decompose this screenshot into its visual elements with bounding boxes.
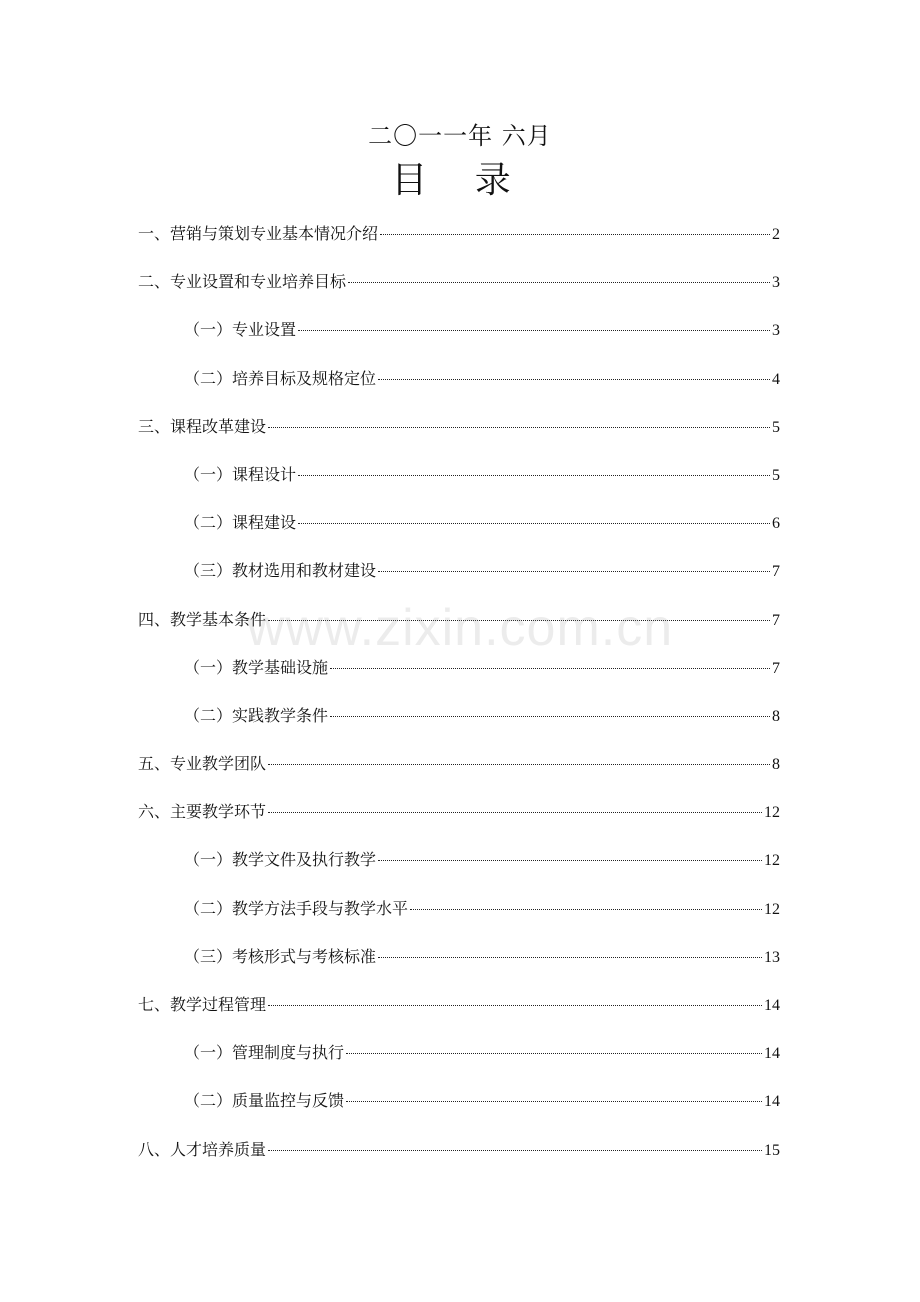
toc-entry[interactable] <box>138 216 780 264</box>
toc-entry-label: 五、专业教学团队 <box>138 754 267 774</box>
toc-leader-dots <box>268 1150 762 1151</box>
table-of-contents <box>138 216 780 1180</box>
toc-entry-label: 一、营销与策划专业基本情况介绍 <box>138 224 379 243</box>
toc-leader-dots <box>380 234 770 235</box>
toc-entry[interactable] <box>138 939 780 987</box>
toc-entry-label: （一）教学基础设施 <box>184 657 329 677</box>
toc-entry[interactable] <box>138 505 780 553</box>
toc-entry[interactable] <box>138 553 780 601</box>
toc-entry[interactable] <box>138 987 780 1035</box>
toc-leader-dots <box>346 1053 762 1054</box>
toc-entry[interactable] <box>138 361 780 409</box>
toc-leader-dots <box>378 957 762 958</box>
toc-entry[interactable] <box>138 1132 780 1180</box>
toc-entry[interactable] <box>138 602 780 650</box>
toc-title: 目 录 <box>391 160 529 201</box>
toc-entry-page: 5 <box>772 466 780 484</box>
toc-entry-label: （二）培养目标及规格定位 <box>184 368 377 388</box>
toc-leader-dots <box>410 909 762 910</box>
toc-entry-page: 8 <box>772 707 780 725</box>
toc-leader-dots <box>268 427 770 428</box>
toc-entry[interactable] <box>138 794 780 842</box>
toc-entry-label: 三、课程改革建设 <box>138 416 267 436</box>
toc-entry-page: 7 <box>772 563 780 581</box>
date-line: 二〇一一年 六月 <box>368 122 552 150</box>
toc-entry-label: （一）管理制度与执行 <box>184 1043 345 1063</box>
toc-entry-page: 13 <box>764 948 780 966</box>
toc-entry-label: （二）课程建设 <box>184 513 297 533</box>
toc-entry-page: 12 <box>764 852 780 870</box>
toc-entry-page: 14 <box>764 1093 780 1111</box>
toc-entry-label: 八、人才培养质量 <box>138 1139 267 1159</box>
toc-leader-dots <box>330 668 770 669</box>
toc-entry-page: 3 <box>772 322 780 340</box>
watermark: www.zixin.com.cn <box>246 599 674 657</box>
toc-leader-dots <box>298 330 770 331</box>
toc-entry-label: （一）课程设计 <box>184 464 297 484</box>
toc-entry[interactable] <box>138 1083 780 1131</box>
toc-entry-page: 14 <box>764 997 780 1014</box>
toc-entry-label: （二）实践教学条件 <box>184 705 329 725</box>
toc-entry-label: （二）教学方法手段与教学水平 <box>184 898 409 918</box>
toc-entry-page: 12 <box>764 900 780 918</box>
toc-entry[interactable] <box>138 1035 780 1083</box>
toc-entry[interactable] <box>138 746 780 794</box>
toc-leader-dots <box>346 1101 762 1102</box>
toc-entry-page: 2 <box>772 226 780 243</box>
toc-leader-dots <box>378 571 770 572</box>
toc-entry-page: 5 <box>772 418 780 436</box>
toc-entry-page: 4 <box>772 370 780 388</box>
toc-leader-dots <box>268 764 770 765</box>
toc-entry-label: 四、教学基本条件 <box>138 609 267 629</box>
toc-entry-page: 7 <box>772 611 780 629</box>
toc-entry-page: 14 <box>764 1045 780 1063</box>
toc-entry-label: 六、主要教学环节 <box>138 802 267 822</box>
toc-leader-dots <box>268 620 770 621</box>
toc-leader-dots <box>378 379 770 380</box>
toc-entry[interactable] <box>138 312 780 360</box>
toc-leader-dots <box>268 1005 762 1006</box>
toc-leader-dots <box>298 475 770 476</box>
toc-entry-page: 8 <box>772 756 780 774</box>
toc-entry-page: 15 <box>764 1141 780 1159</box>
toc-leader-dots <box>330 716 770 717</box>
toc-entry-page: 6 <box>772 515 780 533</box>
toc-entry[interactable] <box>138 409 780 457</box>
toc-entry-page: 7 <box>772 659 780 677</box>
toc-entry[interactable] <box>138 457 780 505</box>
toc-leader-dots <box>378 860 762 861</box>
toc-entry-label: （二）质量监控与反馈 <box>184 1091 345 1111</box>
toc-leader-dots <box>298 523 770 524</box>
toc-entry-label: （一）教学文件及执行教学 <box>184 850 377 870</box>
toc-entry[interactable] <box>138 264 780 312</box>
toc-entry-page: 12 <box>764 804 780 822</box>
toc-entry[interactable] <box>138 891 780 939</box>
toc-entry-label: （一）专业设置 <box>184 320 297 340</box>
toc-leader-dots <box>348 282 770 283</box>
toc-entry-label: （三）教材选用和教材建设 <box>184 561 377 581</box>
toc-entry-label: 二、专业设置和专业培养目标 <box>138 272 347 292</box>
toc-entry[interactable] <box>138 842 780 890</box>
toc-entry-label: 七、教学过程管理 <box>138 995 267 1014</box>
toc-leader-dots <box>268 812 762 813</box>
toc-entry[interactable] <box>138 650 780 698</box>
toc-entry-label: （三）考核形式与考核标准 <box>184 946 377 966</box>
toc-entry[interactable] <box>138 698 780 746</box>
toc-entry-page: 3 <box>772 274 780 292</box>
